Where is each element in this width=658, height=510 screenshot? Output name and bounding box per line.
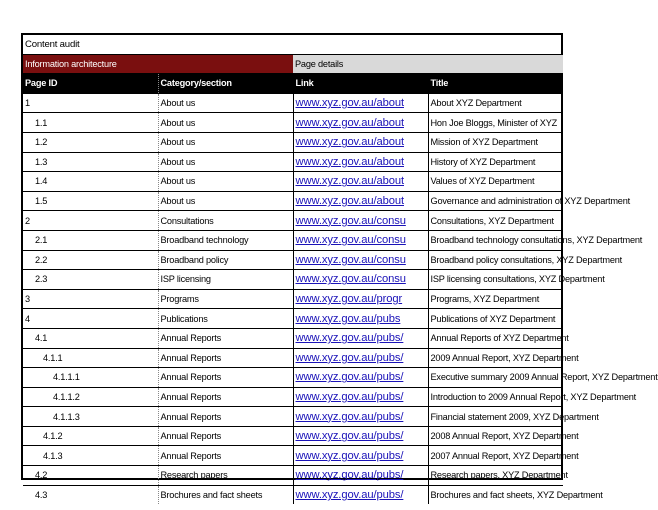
page-link[interactable]: www.xyz.gov.au/about <box>293 172 428 192</box>
table-row <box>23 328 563 348</box>
page-id-cell: 1.5 <box>23 191 158 211</box>
category-cell: Annual Reports <box>158 426 293 446</box>
table-row <box>23 93 563 113</box>
category-cell: ISP licensing <box>158 270 293 290</box>
page-link[interactable]: www.xyz.gov.au/about <box>293 113 428 133</box>
category-cell: Programs <box>158 289 293 309</box>
table-row <box>23 407 563 427</box>
page-link[interactable]: www.xyz.gov.au/pubs/ <box>293 426 428 446</box>
page-title-cell: 2007 Annual Report, XYZ Department <box>428 446 563 466</box>
page-link[interactable]: www.xyz.gov.au/pubs/ <box>293 485 428 504</box>
table-row <box>23 289 563 309</box>
category-cell: Annual Reports <box>158 387 293 407</box>
page-id-cell: 4.1.1.2 <box>23 387 158 407</box>
page-link[interactable]: www.xyz.gov.au/pubs <box>293 309 428 329</box>
page-id-cell: 4.1.1.1 <box>23 368 158 388</box>
page-title-cell: About XYZ Department <box>428 93 563 113</box>
page-link[interactable]: www.xyz.gov.au/pubs/ <box>293 387 428 407</box>
table-row <box>23 191 563 211</box>
content-audit-table <box>23 35 658 504</box>
category-cell: Annual Reports <box>158 328 293 348</box>
table-row <box>23 309 563 329</box>
title-row <box>23 35 563 54</box>
category-cell: Annual Reports <box>158 407 293 427</box>
page-title-cell: 2009 Annual Report, XYZ Department <box>428 348 563 368</box>
category-cell: Consultations <box>158 211 293 231</box>
table-row <box>23 446 563 466</box>
page-title-cell: Consultations, XYZ Department <box>428 211 563 231</box>
table-row <box>23 348 563 368</box>
page-link[interactable]: www.xyz.gov.au/about <box>293 132 428 152</box>
page-title-cell: Broadband technology consultations, XYZ Department <box>428 230 563 250</box>
table-row <box>23 387 563 407</box>
category-cell: About us <box>158 113 293 133</box>
column-header-page-id: Page ID <box>23 74 158 94</box>
category-cell: About us <box>158 132 293 152</box>
table-row <box>23 172 563 192</box>
page-title-cell: Introduction to 2009 Annual Report, XYZ Department <box>428 387 563 407</box>
table-row <box>23 426 563 446</box>
section-row <box>23 54 563 74</box>
table-row <box>23 250 563 270</box>
page-title-cell: Mission of XYZ Department <box>428 132 563 152</box>
page-title-cell: Values of XYZ Department <box>428 172 563 192</box>
page-link[interactable]: www.xyz.gov.au/consu <box>293 211 428 231</box>
page-id-cell: 2.3 <box>23 270 158 290</box>
table-row <box>23 211 563 231</box>
page-title-cell: Broadband policy consultations, XYZ Department <box>428 250 563 270</box>
page-id-cell: 3 <box>23 289 158 309</box>
column-header-link: Link <box>293 74 428 94</box>
page-link[interactable]: www.xyz.gov.au/consu <box>293 250 428 270</box>
category-cell: Brochures and fact sheets <box>158 485 293 504</box>
column-header-title: Title <box>428 74 563 94</box>
sheet-title: Content audit <box>25 38 80 50</box>
page-id-cell: 2.1 <box>23 230 158 250</box>
page-id-cell: 4.1.1 <box>23 348 158 368</box>
page-link[interactable]: www.xyz.gov.au/consu <box>293 270 428 290</box>
page-id-cell: 4.2 <box>23 466 158 486</box>
page-title-cell: Governance and administration of XYZ Department <box>428 191 563 211</box>
page-link[interactable]: www.xyz.gov.au/pubs/ <box>293 348 428 368</box>
table-row <box>23 485 563 504</box>
category-cell: About us <box>158 152 293 172</box>
page-id-cell: 4.3 <box>23 485 158 504</box>
page-link[interactable]: www.xyz.gov.au/pubs/ <box>293 466 428 486</box>
category-cell: Research papers <box>158 466 293 486</box>
page-link[interactable]: www.xyz.gov.au/consu <box>293 230 428 250</box>
page-id-cell: 2.2 <box>23 250 158 270</box>
category-cell: Broadband technology <box>158 230 293 250</box>
category-cell: Annual Reports <box>158 368 293 388</box>
page-id-cell: 2 <box>23 211 158 231</box>
page-id-cell: 1.3 <box>23 152 158 172</box>
page-link[interactable]: www.xyz.gov.au/about <box>293 152 428 172</box>
category-cell: Annual Reports <box>158 446 293 466</box>
page-title-cell: Programs, XYZ Department <box>428 289 563 309</box>
page-title-cell: Annual Reports of XYZ Department <box>428 328 563 348</box>
table-row <box>23 132 563 152</box>
page-title-cell: Brochures and fact sheets, XYZ Department <box>428 485 563 504</box>
section-page-details: Page details <box>293 54 563 74</box>
category-cell: About us <box>158 191 293 211</box>
table-row <box>23 466 563 486</box>
page-id-cell: 4.1.3 <box>23 446 158 466</box>
page-title-cell: ISP licensing consultations, XYZ Department <box>428 270 563 290</box>
table-row <box>23 113 563 133</box>
table-row <box>23 368 563 388</box>
table-row <box>23 270 563 290</box>
category-cell: About us <box>158 93 293 113</box>
page-id-cell: 1 <box>23 93 158 113</box>
page-link[interactable]: www.xyz.gov.au/pubs/ <box>293 407 428 427</box>
page-link[interactable]: www.xyz.gov.au/about <box>293 191 428 211</box>
category-cell: About us <box>158 172 293 192</box>
column-header-row <box>23 74 563 94</box>
page-id-cell: 1.1 <box>23 113 158 133</box>
page-link[interactable]: www.xyz.gov.au/pubs/ <box>293 446 428 466</box>
page-title-cell: Publications of XYZ Department <box>428 309 563 329</box>
page-id-cell: 4.1 <box>23 328 158 348</box>
category-cell: Broadband policy <box>158 250 293 270</box>
page-id-cell: 4 <box>23 309 158 329</box>
page-title-cell: 2008 Annual Report, XYZ Department <box>428 426 563 446</box>
page-title-cell: History of XYZ Department <box>428 152 563 172</box>
page-title-cell: Research papers, XYZ Department <box>428 466 563 486</box>
page-id-cell: 4.1.1.3 <box>23 407 158 427</box>
table-row <box>23 230 563 250</box>
page-link[interactable]: www.xyz.gov.au/progr <box>293 289 428 309</box>
category-cell: Publications <box>158 309 293 329</box>
page-title-cell: Hon Joe Bloggs, Minister of XYZ <box>428 113 563 133</box>
column-header-category: Category/section <box>158 74 293 94</box>
content-audit-sheet <box>21 33 658 501</box>
section-information-architecture: Information architecture <box>23 54 293 74</box>
table-row <box>23 152 563 172</box>
page-title-cell: Executive summary 2009 Annual Report, XYZ Department <box>428 368 563 388</box>
page-title-cell: Financial statement 2009, XYZ Department <box>428 407 563 427</box>
page-id-cell: 1.2 <box>23 132 158 152</box>
category-cell: Annual Reports <box>158 348 293 368</box>
page-link[interactable]: www.xyz.gov.au/pubs/ <box>293 368 428 388</box>
page-link[interactable]: www.xyz.gov.au/pubs/ <box>293 328 428 348</box>
page-id-cell: 1.4 <box>23 172 158 192</box>
page-id-cell: 4.1.2 <box>23 426 158 446</box>
page-link[interactable]: www.xyz.gov.au/about <box>293 93 428 113</box>
